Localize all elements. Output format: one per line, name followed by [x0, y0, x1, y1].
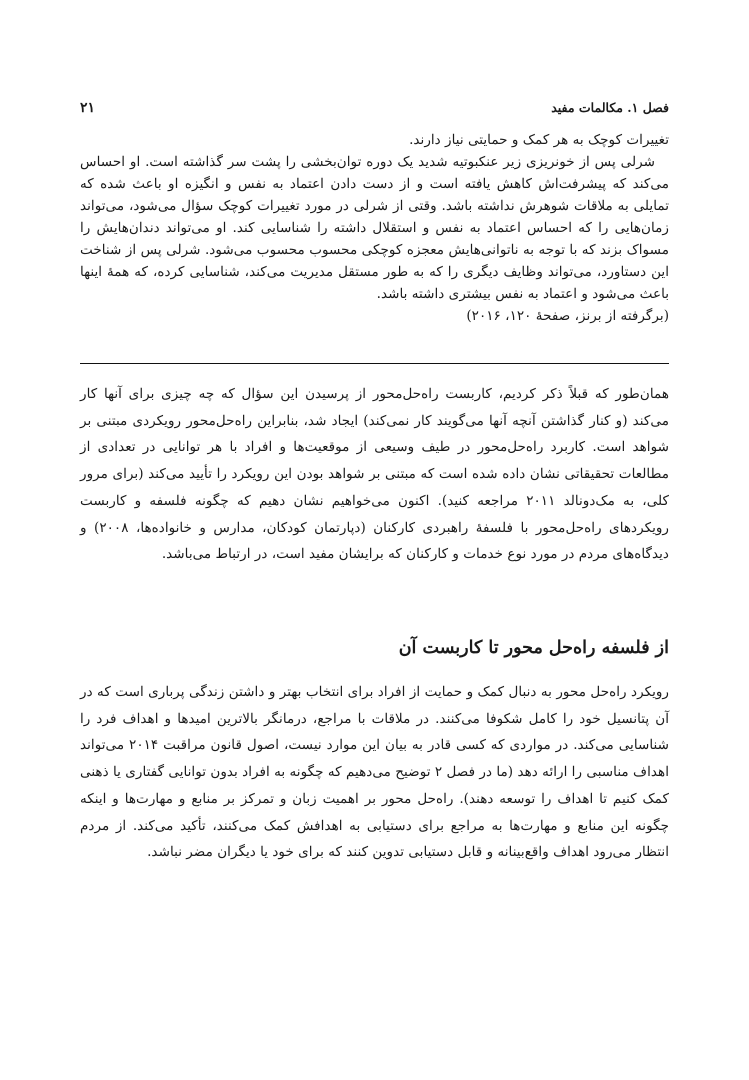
paragraph-text: همان‌طور که قبلاً ذکر کردیم، کاربست راه‌حل‌محور از پرسیدن این سؤال که چه چیزی برای آنها کار می‌کند (و کنار گذاشتن آنچه آنها می‌گویند کار نمی‌کند) ایجاد شد، بنابراین راه‌حل‌محور رویکردی مبتنی بر شواهد است. کاربرد راه‌حل‌محور در طیف وسیعی از موقعیت‌ها و افراد با هر توانایی در تعدادی از مطالعات تحقیقاتی نشان داده شده است که مبتنی بر شواهد بودن این رویکرد را تأیید می‌کند (برای مرور کلی، به مک‌دونالد ۲۰۱۱ مراجعه کنید). اکنون می‌خواهیم نشان دهیم که چگونه فلسفه و کاربست رویکردهای راه‌حل‌محور با فلسفهٔ راهبردی کارکنان (دپارتمان کودکان، مدارس و خانواده‌ها، ۲۰۰۸) و دیدگاه‌های مردم در مورد نوع خدمات و کارکنان که برایشان مفید است، در ارتباط می‌باشد. — [80, 386, 669, 563]
box-citation: (برگرفته از برنز، صفحهٔ ۱۲۰، ۲۰۱۶) — [466, 308, 669, 324]
chapter-title: فصل ۱. مکالمات مفید — [551, 100, 669, 115]
box-paragraph: شرلی پس از خونریزی زیر عنکبوتیه شدید یک دوره توان‌بخشی را پشت سر گذاشته است. او احساس می‌کند که پیشرفت‌اش کاهش یافته است و از دست دادن اعتماد به نفس و انگیزه او باعث شده که تمایلی به ملاقات شوهرش نداشته باشد. وقتی از شرلی در مورد تغییرات کوچک سؤال می‌شود، می‌تواند زمان‌هایی را که احساس اعتماد به نفس و استقلال داشته را شناسایی کند. او می‌تواند دندان‌هایش را مسواک بزند که با توجه به ناتوانی‌هایش معجزه کوچکی محسوب محسوب می‌شود. شرلی پس از شناخت این دستاورد، می‌تواند وظایف دیگری را که به طور مستقل مدیریت می‌کند، شناسایی کرده، که همهٔ اینها باعث می‌شود و اعتماد به نفس بیشتری داشته باشد. — [80, 154, 669, 302]
running-header — [80, 100, 669, 116]
box-line: تغییرات کوچک به هر کمک و حمایتی نیاز دارند. — [409, 132, 669, 148]
horizontal-divider — [80, 363, 669, 364]
section-heading: از فلسفه راه‌حل محور تا کاربست آن — [398, 638, 669, 658]
body-paragraph-2 — [80, 679, 669, 866]
body-paragraph-1 — [80, 381, 669, 568]
case-example-box — [80, 129, 669, 327]
page-number: ۲۱ — [80, 100, 96, 116]
paragraph-text: رویکرد راه‌حل محور به دنبال کمک و حمایت از افراد برای انتخاب بهتر و داشتن زندگی پرباری است که در آن پتانسیل خود را کامل شکوفا می‌کنند. در ملاقات با مراجع، درمانگر بالاترین امیدها و اهداف فرد را شناسایی می‌کند. در مواردی که کسی قادر به بیان این موارد نیست، اصول قانون مراقبت ۲۰۱۴ می‌تواند اهداف مناسبی را ارائه دهد (ما در فصل ۲ توضیح می‌دهیم که چگونه به افراد بدون توانایی گفتاری یا ذهنی کمک کنیم تا اهداف را توسعه دهند). راه‌حل محور بر اهمیت زبان و تمرکز بر منابع و مهارت‌ها و اینکه چگونه این منابع و مهارت‌ها به مراجع برای دستیابی به اهدافش کمک می‌کنند، تأکید می‌کند. از مردم انتظار می‌رود اهداف واقع‌بینانه و قابل دستیابی تدوین کنند که برای خود یا دیگران مضر نباشد. — [80, 684, 670, 861]
